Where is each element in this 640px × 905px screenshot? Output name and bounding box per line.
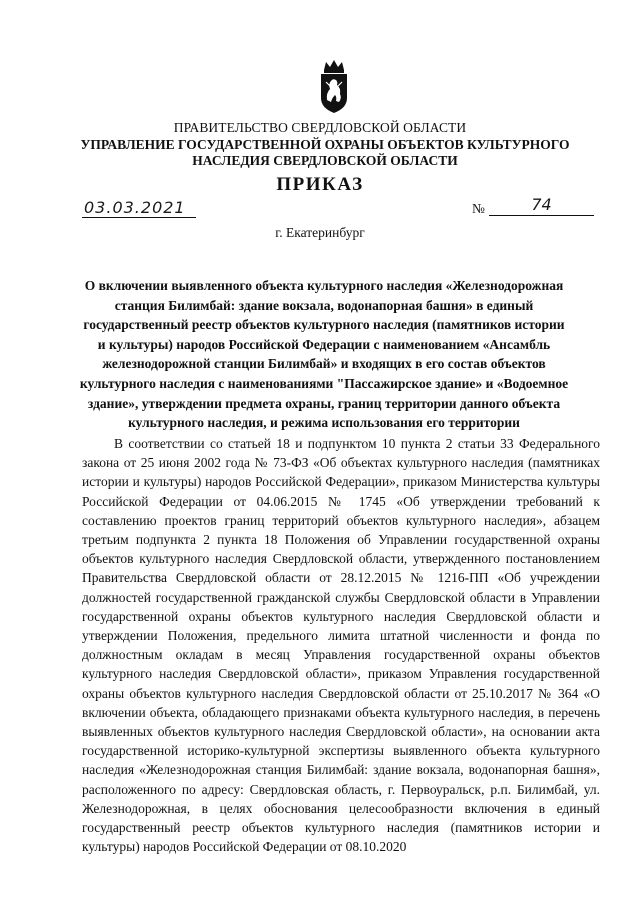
order-number: 74	[489, 195, 594, 216]
government-name: ПРАВИТЕЛЬСТВО СВЕРДЛОВСКОЙ ОБЛАСТИ	[173, 120, 467, 135]
order-body-paragraph: В соответствии со статьей 18 и подпунктом 10 пункта 2 статьи 33 Федерального закона от 25 июня 2002 года № 73-ФЗ «Об объектах культурного наследия (памятниках истории и культуры) народов Российской Федерации», приказом Министерства культуры Российской Федерации от 04.06.2015 № 1745 «Об утверждении требований к составлению проектов границ территорий объектов культурного наследия», абзацем третьим подпункта 2 пункта 18 Положения об Управлении государственной охраны объектов культурного наследия Свердловской области, утвержденного постановлением Правительства Свердловской области от 28.12.2015 № 1216-ПП «Об учреждении должностей государственной гражданской службы Свердловской области в Управлении государственной охраны объектов культурного наследия Свердловской области и утверждении Положения, предельного лимита штатной численности и фонда по должностным окладам в месяц Управления государственной охраны объектов культурного наследия Свердловской области», приказом Управления государственной охраны объектов культурного наследия Свердловской области от 25.10.2017 № 364 «О включении объекта, обладающего признаками объекта культурного наследия, в перечень выявленных объектов культурного наследия Свердловской области», на основании акта государственной историко-культурной экспертизы выявленного объекта культурного наследия «Железнодорожная станция Билимбай: здание вокзала, водонапорная башня», расположенного по адресу: Свердловская область, г. Первоуральск, р.п. Билимбай, ул. Железнодорожная, в целях обоснования целесообразности включения в единый государственный реестр объектов культурного наследия (памятников истории и культуры) народов Российской Федерации от 08.10.2020	[82, 436, 600, 855]
order-number-label: №	[472, 201, 485, 216]
sverdlovsk-coat-of-arms-icon	[318, 60, 350, 115]
order-city: г. Екатеринбург	[275, 225, 365, 240]
order-date: 03.03.2021	[82, 199, 196, 218]
order-title: О включении выявленного объекта культурного наследия «Железнодорожная станция Билимбай: здание вокзала, водонапорная башня» в единый государственный реестр объектов культурного наследия (памятников истории и культуры) народов Российской Федерации с наименованием «Ансамбль железнодорожной станции Билимбай» и входящих в его состав объектов культурного наследия с наименованиями "Пассажирское здание» и «Водоемное здание», утверждении предмета охраны, границ территории данного объекта культурного наследия, и режима использования его территории	[79, 278, 569, 431]
department-name: УПРАВЛЕНИЕ ГОСУДАРСТВЕННОЙ ОХРАНЫ ОБЪЕКТОВ КУЛЬТУРНОГО НАСЛЕДИЯ СВЕРДЛОВСКОЙ ОБЛАСТИ	[80, 137, 570, 168]
document-type-heading: ПРИКАЗ	[276, 174, 364, 195]
